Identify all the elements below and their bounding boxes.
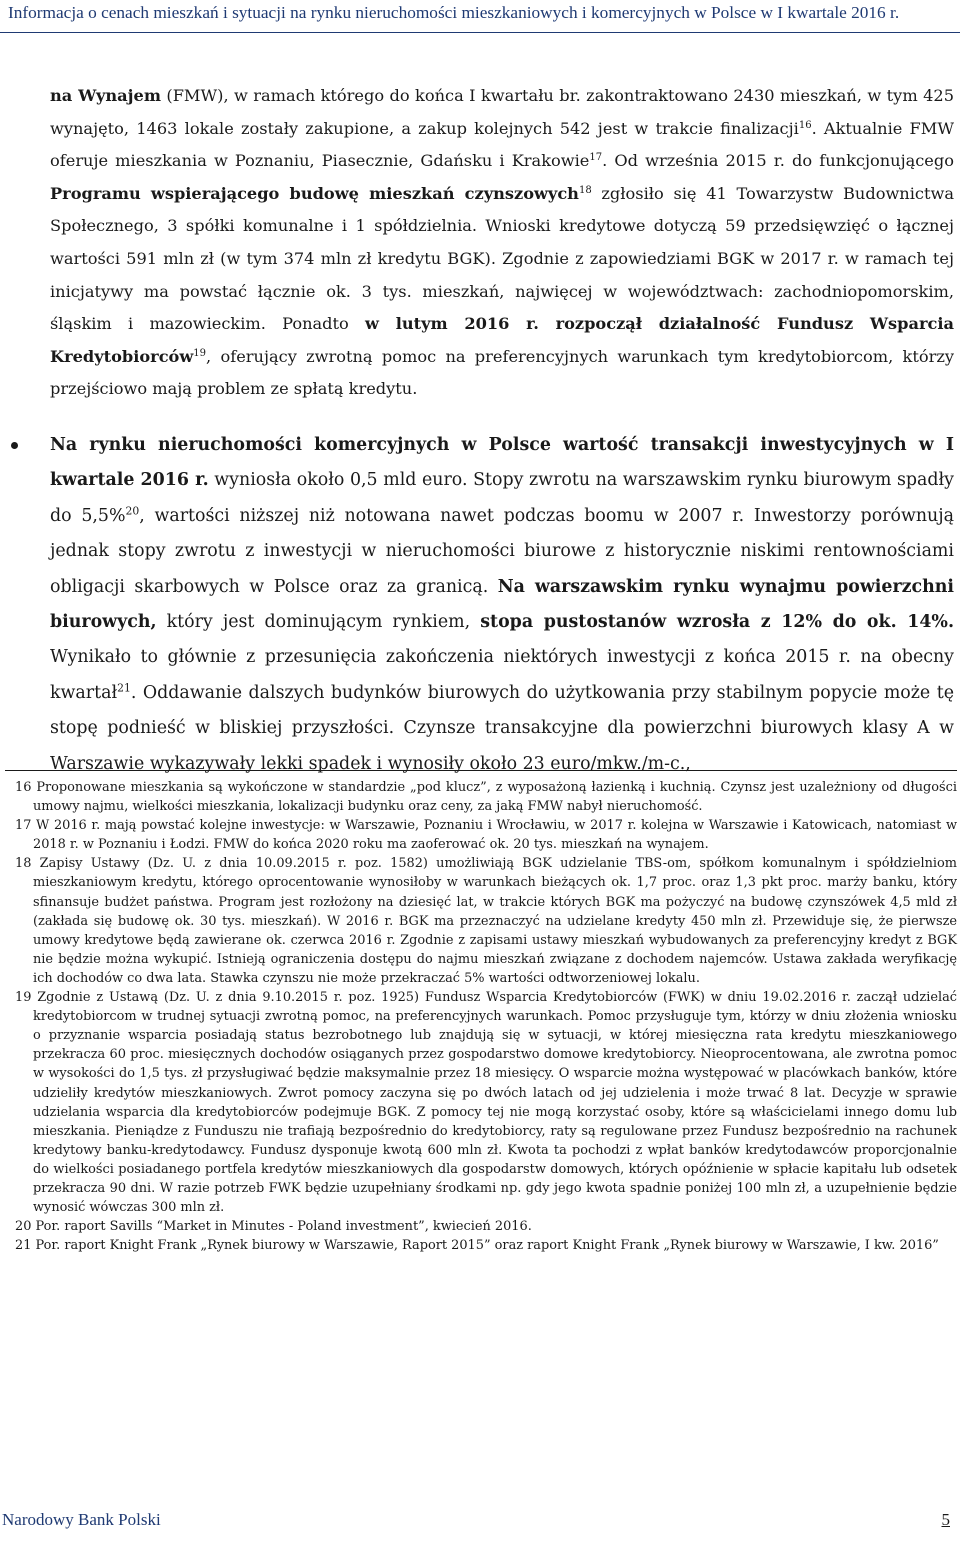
- footnote-ref-17[interactable]: 17: [589, 152, 603, 164]
- text-span: , oferujący zwrotną pomoc na preferencyjnych warunkach tym kredytobiorcom, którzy przejściowo mają problem ze spłatą kredytu.: [50, 346, 954, 399]
- text-span: Wynikało to głównie z przesunięcia zakończenia niektórych inwestycji z końca 2015 r. na obecny kwartał: [50, 647, 954, 703]
- bold-text: stopa pustostanów wzrosła z 12% do ok. 14%.: [480, 611, 954, 632]
- text-span: . Od września 2015 r. do funkcjonującego: [602, 151, 954, 171]
- paragraph-commercial: [50, 428, 954, 782]
- text-span: , wartości niższej niż notowana nawet podczas boomu w 2007 r. Inwestorzy porównują jednak stopy zwrotu z inwestycji w nieruchomości biurowe z historycznie niskimi rentownościami obligacji skarbowych w Polsce oraz za granicą.: [50, 505, 954, 597]
- text-span: . Aktualnie FMW oferuje mieszkania w Poznaniu, Piasecznie, Gdańsku i Krakowie: [50, 118, 954, 171]
- footnote-ref-19[interactable]: 19: [193, 347, 207, 359]
- page-number: 5: [941, 1510, 950, 1529]
- bold-text: Programu wspierającego budowę mieszkań czynszowych: [50, 183, 579, 203]
- text-span: . Oddawanie dalszych budynków biurowych do użytkowania przy stabilnym popycie może tę stopę podnieść w bliskiej przyszłości. Czynsze transakcyjne dla powierzchni biurowych klasy A w Warszawie wykazywały lekki spadek i wynosiły około 23 euro/mkw./m-c.,: [50, 682, 954, 774]
- main-content: [50, 80, 954, 782]
- footnote-19: 19 Zgodnie z Ustawą (Dz. U. z dnia 9.10.2015 r. poz. 1925) Fundusz Wsparcia Kredytobiorców (FWK) w dniu 19.02.2016 r. zaczął udzielać kredytobiorcom w trudnej sytuacji zwrotną pomoc, na preferencyjnych warunkach. Pomoc przysługuje tym, którzy w dniu złożenia wniosku o przyznanie wsparcia posiadają status bezrobotnego lub znajdują się w sytuacji, w której miesięczna rata kredytu mieszkaniowego przekracza 60 proc. miesięcznych dochodów osiąganych przez gospodarstwo domowe kredytobiorcy. Nieoprocentowana, ale zwrotna pomoc w wysokości do 1,5 tys. zł przysługiwać będzie maksymalnie przez 18 miesięcy. O wsparcie można występować w placówkach banków, które udzieliły kredytów mieszkaniowych. Zwrot pomocy zaczyna się po dwóch latach od jej udzielenia i może trwać 8 lat. Decyzje w sprawie udzielania wsparcia dla kredytobiorców podejmuje BGK. Z pomocy tej nie mogą korzystać osoby, które są właścicielami innego domu lub mieszkania. Pieniądze z Funduszu nie trafiają bezpośrednio do kredytobiorcy, raty są regulowane przez Fundusz bezpośrednio na rachunek kredytowy banku-kredytodawcy. Fundusz dysponuje kwotą 600 mln zł. Kwota ta pochodzi z wpłat banków kredytodawców proporcjonalnie do wielkości posiadanego portfela kredytów mieszkaniowych dla gospodarstw domowych, których opóźnienie w spłacie kapitału lub odsetek przekracza 90 dni. W razie potrzeb FWK będzie uzupełniany środkami np. gdy jego kwota spadnie poniżej 100 mln zł, a uzupełnienie będzie wynosić wówczas 300 mln zł.: [15, 990, 957, 1216]
- text-span: zgłosiło się 41 Towarzystw Budownictwa Społecznego, 3 spółki komunalne i 1 spółdzielnia. Wnioski kredytowe dotyczą 59 przedsięwzięć o łącznej wartości 591 mln zł (w tym 374 mln zł kredytu BGK). Zgodnie z zapowiedziami BGK w 2017 r. w ramach tej inicjatywy ma powstać łącznie ok. 3 tys. mieszkań, najwięcej w województwach: zachodniopomorskim, śląskim i mazowieckim. Ponadto: [50, 183, 954, 334]
- footnote-ref-16[interactable]: 16: [798, 119, 812, 131]
- text-span: który jest dominującym rynkiem,: [156, 611, 481, 632]
- paragraph-housing: [50, 80, 954, 406]
- footnote-ref-21[interactable]: 21: [117, 681, 131, 695]
- text-span: wyniosła około 0,5 mld euro. Stopy zwrotu na warszawskim rynku biurowym spadły do 5,5%: [50, 470, 954, 526]
- footer-brand: Narodowy Bank Polski: [2, 1510, 161, 1529]
- bullet-icon: [11, 442, 18, 449]
- bold-text: w lutym 2016 r. rozpoczął działalność Fundusz Wsparcia Kredytobiorców: [50, 314, 954, 366]
- footnote-17: 17 W 2016 r. mają powstać kolejne inwestycje: w Warszawie, Poznaniu i Wrocławiu, w 2017 r. kolejna w Warszawie i Katowicach, natomiast w 2018 r. w Poznaniu i Łodzi. FMW do końca 2020 roku ma zaoferować ok. 20 tys. mieszkań na wynajem.: [15, 818, 957, 853]
- footnote-21: 21 Por. raport Knight Frank „Rynek biurowy w Warszawie, Raport 2015” oraz raport Knight Frank „Rynek biurowy w Warszawie, I kw. 2016”: [15, 1238, 939, 1254]
- bold-text: Na rynku nieruchomości komercyjnych w Polsce wartość transakcji inwestycyjnych w I kwartale 2016 r.: [50, 434, 954, 491]
- footnote-ref-18[interactable]: 18: [578, 184, 592, 196]
- bold-text: na Wynajem: [50, 86, 161, 105]
- footnote-ref-20[interactable]: 20: [125, 504, 140, 518]
- header-title: Informacja o cenach mieszkań i sytuacji na rynku nieruchomości mieszkaniowych i komercyjnych w Polsce w I kwartale 2016 r.: [8, 3, 900, 22]
- footnote-16: 16 Proponowane mieszkania są wykończone w standardzie „pod klucz”, z wyposażoną łazienką i kuchnią. Czynsz jest uzależniony od długości umowy najmu, wielkości mieszkania, lokalizacji budynku oraz ceny, za jaką FMW nabył nieruchomość.: [15, 780, 957, 815]
- text-span: (FMW), w ramach którego do końca I kwartału br. zakontraktowano 2430 mieszkań, w tym 425 wynajęto, 1463 lokale zostały zakupione, a zakup kolejnych 542 jest w trakcie finalizacji: [50, 86, 954, 138]
- footnote-18: 18 Zapisy Ustawy (Dz. U. z dnia 10.09.2015 r. poz. 1582) umożliwiają BGK udzielanie TBS-om, spółkom komunalnym i spółdzielniom mieszkaniowym kredytu, którego oprocentowanie wynosiłoby w warunkach bieżących ok. 1,7 proc. oraz 1,3 pkt proc. marży banku, który sfinansuje budżet państwa. Program jest rozłożony na dziesięć lat, w trakcie których BGK ma pożyczyć na budowę czynszówek 4,5 mld zł (zakłada się budowę ok. 30 tys. mieszkań). W 2016 r. BGK ma przeznaczyć na udzielane kredyty 450 mln zł. Przewiduje się, że pierwsze umowy kredytowe będą zawierane ok. czerwca 2016 r. Zgodnie z zapisami ustawy mieszkań wybudowanych za preferencyjny kredyt z BGK nie będzie można wykupić. Istnieją ograniczenia dostępu do najmu mieszkań związane z dochodem najemców. Ustawa zakłada weryfikację ich dochodów co dwa lata. Stawka czynszu nie może przekraczać 5% wartości odtworzeniowej lokalu.: [15, 856, 957, 986]
- footnotes: [15, 778, 957, 1255]
- footnote-divider: [5, 770, 957, 771]
- page-header: [0, 0, 960, 33]
- bold-text: Na warszawskim rynku wynajmu powierzchni biurowych,: [50, 576, 954, 632]
- footnote-20: 20 Por. raport Savills “Market in Minutes - Poland investment”, kwiecień 2016.: [15, 1219, 532, 1235]
